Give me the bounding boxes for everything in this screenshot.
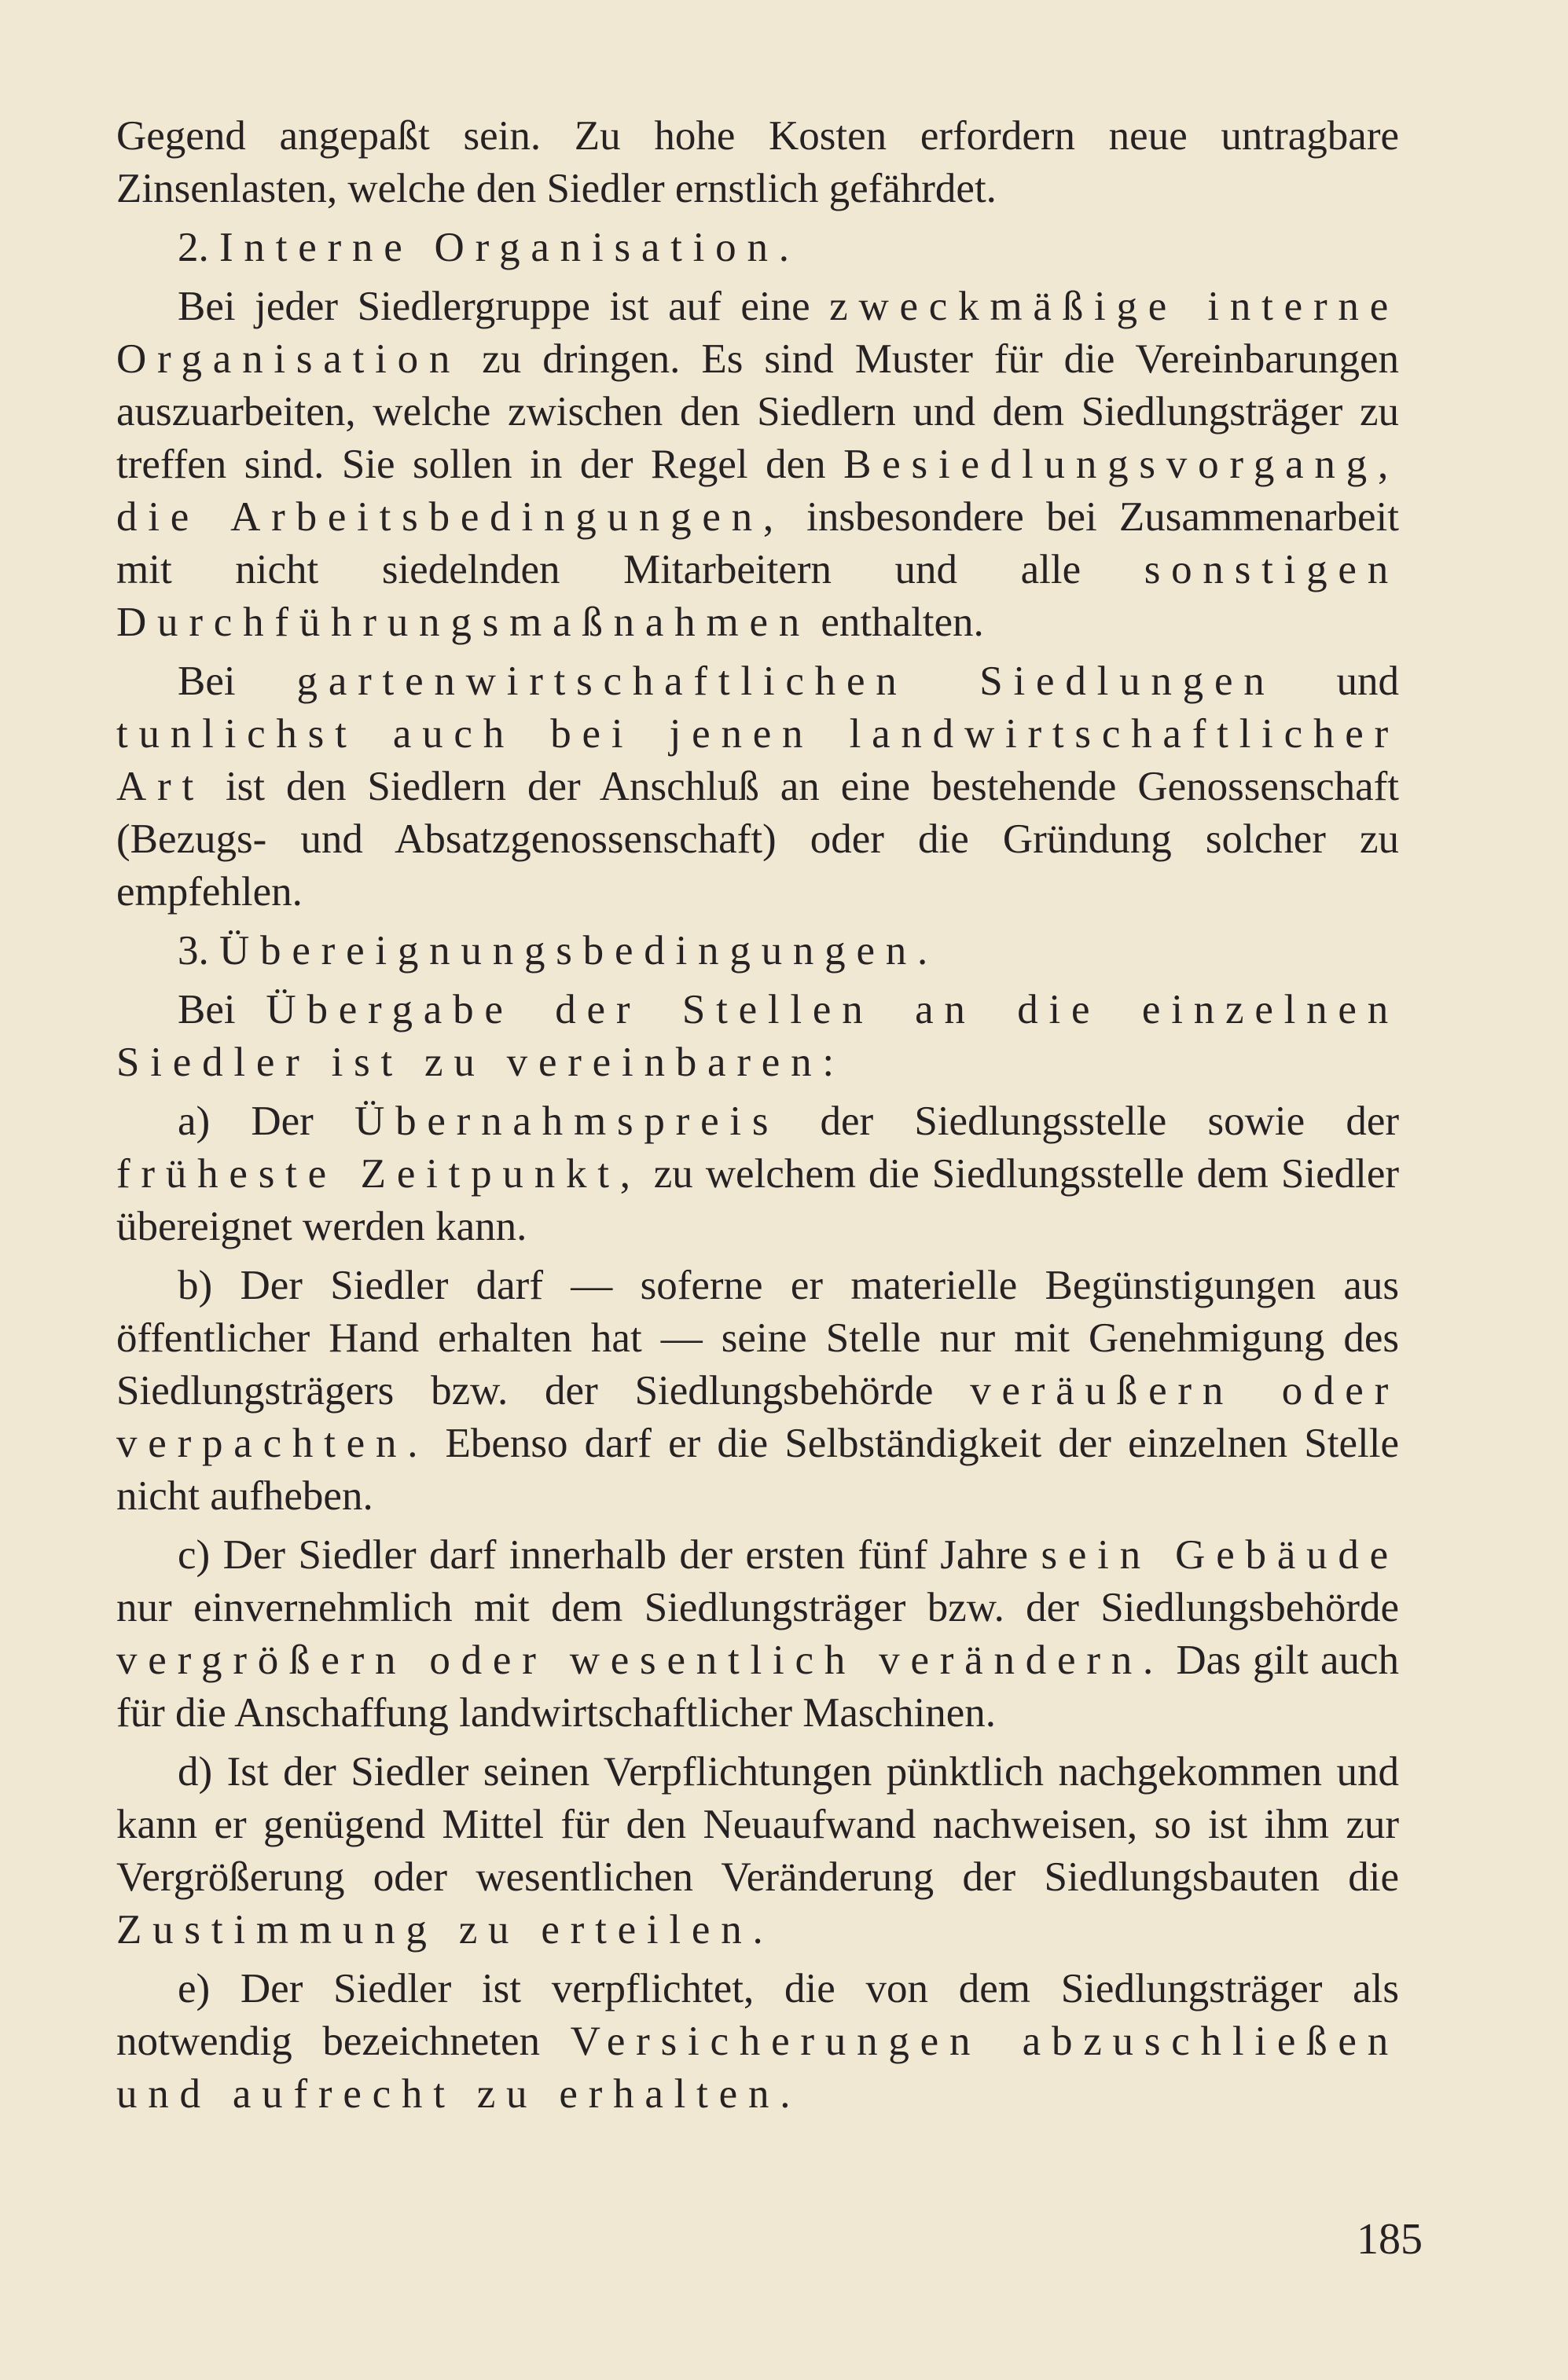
spaced-emphasis-text: früheste Zeitpunkt, [116,1151,641,1197]
text-run: nur einvernehmlich mit dem Siedlungsträger bzw. der Siedlungsbehörde [116,1585,1399,1630]
paragraph [116,222,1399,274]
spaced-emphasis-text: Zustimmung zu erteilen. [116,1907,774,1953]
text-run: Das gilt auch für die Anschaffung landwirtschaftlicher Maschinen. [116,1637,1399,1736]
text-run: insbesondere bei Zusammenarbeit mit nicht siedelnden Mitarbeitern und alle [116,494,1400,592]
spaced-emphasis-text: gartenwirtschaftlichen Siedlungen [296,658,1276,704]
text-run: e) Der Siedler ist verpflichtet, die von dem Siedlungsträger als notwendig bezeichneten [116,1966,1399,2064]
text-run: zu welchem die Siedlungsstelle dem Siedler übereignet werden kann. [116,1151,1399,1249]
paragraph [116,655,1399,919]
paragraph [116,1260,1399,1523]
paragraph [116,1095,1399,1253]
text-run: 3. [178,928,219,974]
text-run: Bei [178,658,297,704]
spaced-emphasis-text: Übergabe der Stellen an die einzelnen Siedler ist zu vereinbaren: [116,987,1399,1085]
text-run: c) Der Siedler darf innerhalb der ersten fünf Jahre [178,1532,1041,1578]
text-run: und [1275,658,1399,704]
spaced-emphasis-text: Übereignungsbedingungen. [219,928,939,974]
spaced-emphasis-text: Übernahmspreis [354,1098,780,1144]
spaced-emphasis-text: sonstigen Durchführungsmaßnahmen [116,547,1399,645]
spaced-emphasis-text: veräußern oder verpachten. [116,1368,1400,1466]
text-run: b) Der Siedler darf — soferne er materielle Begünstigungen aus öffentlicher Hand erhalten hat — seine Stelle nur mit Genehmigung des Siedlungsträgers bzw. der Siedlungsbehörde [116,1263,1399,1414]
text-run: d) Ist der Siedler seinen Verpflichtungen pünktlich nachgekommen und kann er genügend Mittel für den Neuaufwand nachweisen, so ist ihm zur Vergrößerung oder wesentlichen Veränderung der Siedlungsbauten die [116,1749,1399,1900]
paragraph [116,925,1399,977]
spaced-emphasis-text: vergrößern oder wesentlich verändern. [116,1637,1165,1683]
text-run: 2. [178,225,219,270]
spaced-emphasis-text: tunlichst auch bei jenen landwirtschaftlicher Art [116,711,1399,809]
spaced-emphasis-text: die Arbeitsbedingungen, [116,494,784,540]
spaced-emphasis-text: Besiedlungsvorgang, [843,442,1399,487]
text-run: enthalten. [810,600,984,645]
text-run: a) Der [178,1098,355,1144]
spaced-emphasis-text: Interne Organisation. [219,225,800,270]
paragraph [116,984,1399,1089]
spaced-emphasis-text: zweckmäßige interne Organisation [116,284,1399,382]
paragraph [116,110,1399,215]
spaced-emphasis-text: Versicherungen abzuschließen und aufrecht zu erhalten. [116,2019,1399,2117]
paragraph [116,1746,1399,1956]
text-run: Bei jeder Siedlergruppe ist auf eine [178,284,830,329]
paragraph [116,1529,1399,1740]
spaced-emphasis-text: sein Gebäude [1041,1532,1399,1578]
text-run: ist den Siedlern der Anschluß an eine bestehende Genossenschaft (Bezugs- und Absatzgenossenschaft) oder die Gründung solcher zu empfehlen. [116,764,1399,915]
paragraph [116,1963,1399,2121]
text-run: Gegend angepaßt sein. Zu hohe Kosten erfordern neue untragbare Zinsenlasten, welche den Siedler ernstlich gefährdet. [116,113,1399,211]
text-run: Bei [178,987,266,1032]
paragraph [116,281,1399,649]
text-run: zu dringen. Es sind Muster für die Vereinbarungen auszuarbeiten, welche zwischen den Siedlern und dem Siedlungsträger zu treffen sind. Sie sollen in der Regel den [116,336,1399,487]
text-run: der Siedlungsstelle sowie der [779,1098,1399,1144]
body-text [116,110,1399,2127]
text-run: Ebenso darf er die Selbständigkeit der einzelnen Stelle nicht aufheben. [116,1421,1399,1519]
page-number: 185 [1357,2215,1423,2264]
